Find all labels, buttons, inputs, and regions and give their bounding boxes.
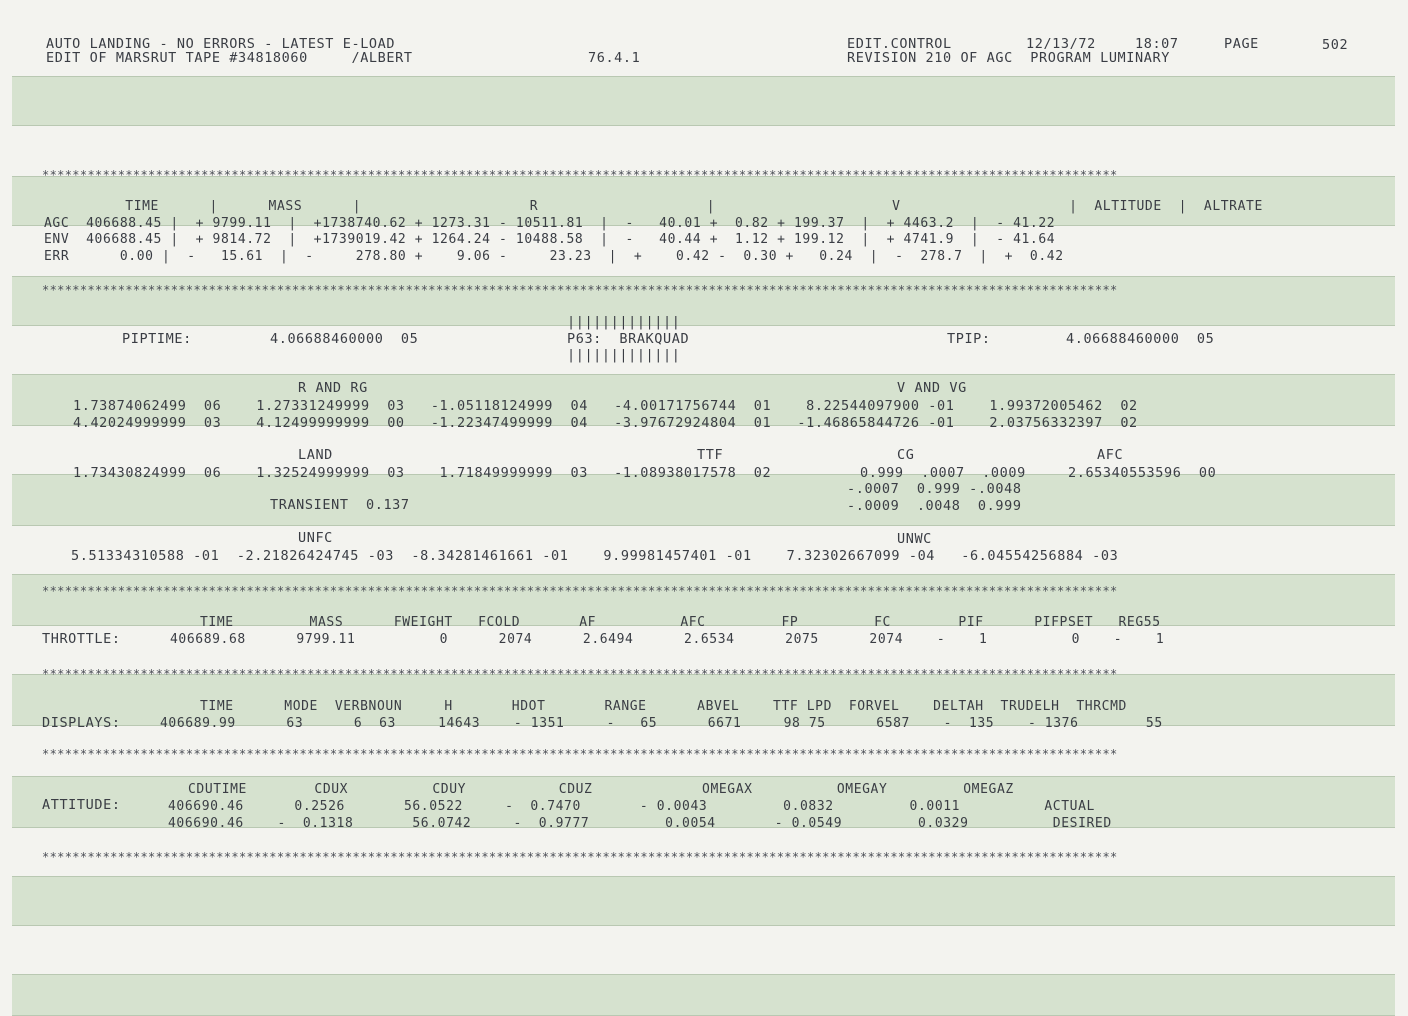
attitude-header: CDUTIME CDUX CDUY CDUZ OMEGAX OMEGAY OMEGAZ bbox=[188, 782, 1014, 797]
land-row: 1.73430824999 06 1.32524999999 03 1.71849999999 03 -1.08938017578 02 bbox=[73, 465, 772, 481]
program-name: P63: BRAKQUAD bbox=[567, 331, 690, 347]
paper-band-10 bbox=[12, 974, 1395, 1016]
afc-value: 2.65340553596 00 bbox=[1068, 465, 1217, 481]
tpip-label: TPIP: bbox=[947, 331, 991, 347]
state-table-header: TIME | MASS | R | V | ALTITUDE | ALTRATE bbox=[100, 199, 1263, 214]
star-separator-2: ********************************************************************************************************************************************** bbox=[42, 284, 1118, 296]
header-page-label: PAGE bbox=[1224, 36, 1259, 52]
displays-label: DISPLAYS: bbox=[42, 715, 121, 731]
tpip-value: 4.06688460000 05 bbox=[1066, 331, 1215, 347]
vector-row-1: 1.73874062499 06 1.27331249999 03 -1.05118124999 04 -4.00171756744 01 8.22544097900 -01 1.99372005462 02 bbox=[73, 398, 1138, 414]
throttle-label: THROTTLE: bbox=[42, 631, 121, 647]
header-tape: EDIT OF MARSRUT TAPE #34818060 /ALBERT bbox=[46, 50, 413, 66]
transient-value: TRANSIENT 0.137 bbox=[270, 497, 410, 513]
displays-header: TIME MODE VERBNOUN H HDOT RANGE ABVEL TTF LPD FORVEL DELTAH TRUDELH THRCMD bbox=[200, 699, 1127, 714]
cg-row-1: 0.999 .0007 .0009 bbox=[860, 465, 1026, 481]
header-version: 76.4.1 bbox=[588, 50, 641, 66]
star-separator-4: ********************************************************************************************************************************************** bbox=[42, 668, 1118, 680]
header-date: 12/13/72 bbox=[1026, 36, 1096, 52]
state-row-env: ENV 406688.45 | + 9814.72 | +1739019.42 + 1264.24 - 10488.58 | - 40.44 + 1.12 + 199.12 | + 4741.9 | - 41.64 bbox=[44, 232, 1056, 247]
vector-row-2: 4.42024999999 03 4.12499999999 00 -1.22347499999 04 -3.97672924804 01 -1.46865844726 -01 2.03756332397 02 bbox=[73, 415, 1138, 431]
paper-band-5 bbox=[12, 474, 1395, 526]
header-time: 18:07 bbox=[1135, 36, 1179, 52]
header-page-number: 502 bbox=[1322, 37, 1349, 53]
throttle-values: 406689.68 9799.11 0 2074 2.6494 2.6534 2075 2074 - 1 0 - 1 bbox=[170, 632, 1165, 647]
v-and-vg-header: V AND VG bbox=[897, 380, 967, 396]
cg-row-3: -.0009 .0048 0.999 bbox=[847, 498, 1022, 514]
piptime-label: PIPTIME: bbox=[122, 331, 192, 347]
state-row-agc: AGC 406688.45 | + 9799.11 | +1738740.62 + 1273.31 - 10511.81 | - 40.01 + 0.82 + 199.37 | + 4463.2 | - 41.22 bbox=[44, 216, 1056, 231]
piptime-value: 4.06688460000 05 bbox=[270, 331, 419, 347]
unwc-header: UNWC bbox=[897, 531, 932, 547]
header-title: AUTO LANDING - NO ERRORS - LATEST E-LOAD bbox=[46, 36, 396, 52]
star-separator-1: ********************************************************************************************************************************************** bbox=[42, 169, 1118, 181]
paper-band-9 bbox=[12, 876, 1395, 926]
cg-header: CG bbox=[897, 447, 915, 463]
header-revision: REVISION 210 OF AGC PROGRAM LUMINARY bbox=[847, 50, 1170, 66]
attitude-label: ATTITUDE: bbox=[42, 797, 121, 813]
paper-band-1 bbox=[12, 76, 1395, 126]
program-bars-bottom: ||||||||||||| bbox=[567, 347, 681, 363]
unit-vector-row: 5.51334310588 -01 -2.21826424745 -03 -8.34281461661 -01 9.99981457401 -01 7.32302667099 -04 -6.04554256884 -03 bbox=[71, 548, 1119, 564]
star-separator-5: ********************************************************************************************************************************************** bbox=[42, 748, 1118, 760]
attitude-desired: 406690.46 - 0.1318 56.0742 - 0.9777 0.0054 - 0.0549 0.0329 DESIRED bbox=[168, 816, 1112, 831]
unfc-header: UNFC bbox=[298, 530, 333, 546]
ttf-header: TTF bbox=[697, 447, 724, 463]
land-header: LAND bbox=[298, 447, 333, 463]
star-separator-3: ********************************************************************************************************************************************** bbox=[42, 585, 1118, 597]
state-row-err: ERR 0.00 | - 15.61 | - 278.80 + 9.06 - 23.23 | + 0.42 - 0.30 + 0.24 | - 278.7 | + 0.42 bbox=[44, 249, 1064, 264]
afc-header: AFC bbox=[1097, 447, 1124, 463]
cg-row-2: -.0007 0.999 -.0048 bbox=[847, 481, 1022, 497]
displays-values: 406689.99 63 6 63 14643 - 1351 - 65 6671 98 75 6587 - 135 - 1376 55 bbox=[160, 716, 1163, 731]
attitude-actual: 406690.46 0.2526 56.0522 - 0.7470 - 0.0043 0.0832 0.0011 ACTUAL bbox=[168, 799, 1095, 814]
r-and-rg-header: R AND RG bbox=[298, 380, 368, 396]
header-edit-control: EDIT.CONTROL bbox=[847, 36, 952, 52]
throttle-header: TIME MASS FWEIGHT FCOLD AF AFC FP FC PIF PIFPSET REG55 bbox=[200, 615, 1161, 630]
program-bars-top: ||||||||||||| bbox=[567, 314, 681, 330]
star-separator-6: ********************************************************************************************************************************************** bbox=[42, 851, 1118, 863]
